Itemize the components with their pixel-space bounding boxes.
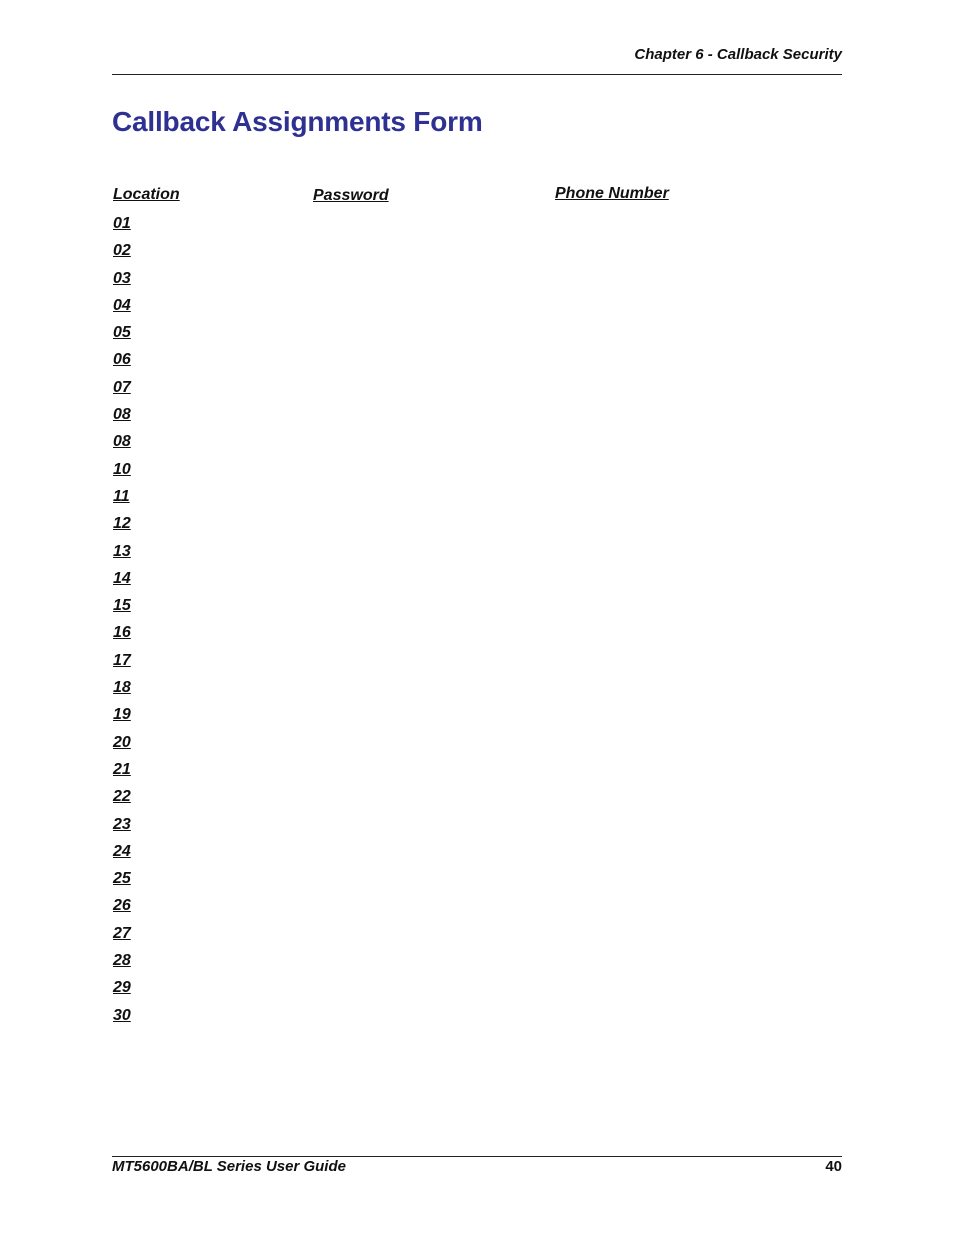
location-row-entry: 07 [113,378,131,396]
footer-guide-title: MT5600BA/BL Series User Guide [112,1158,346,1175]
location-row-entry: 30 [113,1006,131,1024]
location-row-entry: 13 [113,542,131,560]
page-title: Callback Assignments Form [112,106,483,137]
location-row-entry: 06 [113,351,131,369]
location-row-entry: 19 [113,706,131,724]
location-row-entry: 17 [113,651,131,669]
location-row-entry: 15 [113,597,131,615]
column-header-phone-number: Phone Number [555,185,669,202]
location-row-entry: 27 [113,924,131,942]
location-row-entry: 05 [113,324,131,342]
location-row-entry: 08 [113,406,131,424]
location-row-entry: 21 [113,760,131,778]
location-row-entry: 18 [113,679,131,697]
location-row-entry: 08 [113,433,131,451]
location-row-entry: 11 [113,487,130,505]
footer-divider [112,1156,842,1157]
location-row-entry: 10 [113,460,131,478]
location-row-entry: 24 [113,842,131,860]
location-row-entry: 23 [113,815,131,833]
location-row-entry: 14 [113,569,131,587]
location-row-entry: 01 [113,215,131,232]
location-row-entry: 02 [113,242,131,260]
location-row-entry: 20 [113,733,131,751]
column-header-password: Password [313,187,389,204]
location-row-entry: 25 [113,870,131,888]
location-row-entry: 16 [113,624,131,642]
location-row-entry: 12 [113,515,131,533]
location-row-entry: 03 [113,269,131,287]
running-header: Chapter 6 - Callback Security [634,46,842,63]
column-header-location: Location [113,186,180,203]
location-row-entry: 22 [113,788,131,806]
location-row-entry: 04 [113,296,131,314]
page-number: 40 [825,1158,842,1175]
location-row-entry: 26 [113,897,131,915]
location-row-entry: 28 [113,952,131,970]
location-list [113,214,131,1033]
location-row-entry: 29 [113,979,131,997]
header-divider [112,74,842,75]
